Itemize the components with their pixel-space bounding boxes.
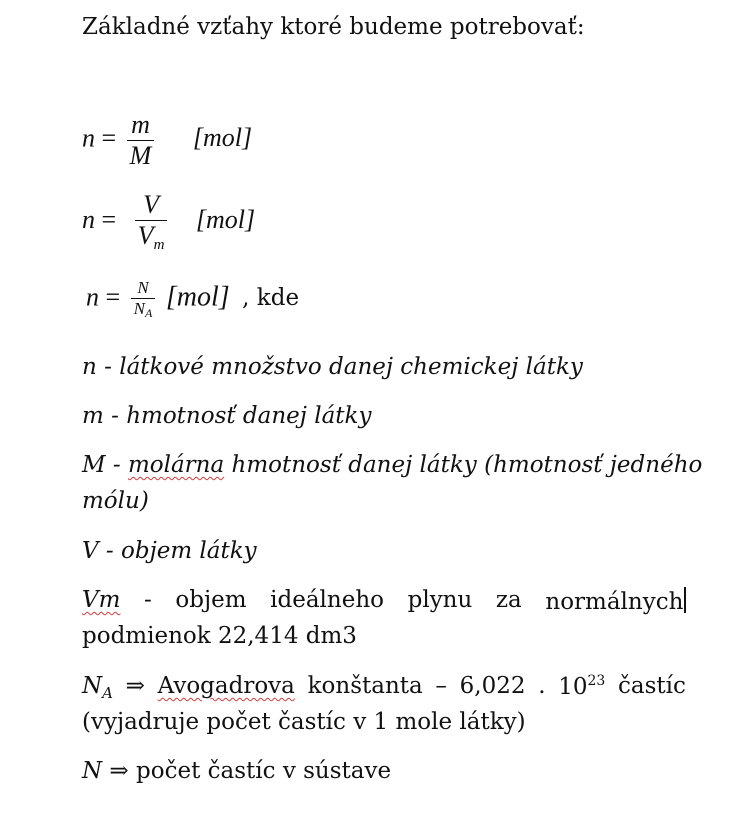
spellcheck-word-vm: Vm bbox=[82, 587, 121, 613]
definition-M-line2: mólu) bbox=[82, 488, 149, 514]
vm-word-3: ideálneho bbox=[270, 587, 384, 613]
eq1-unit: [mol] bbox=[192, 123, 253, 153]
text-cursor[interactable] bbox=[684, 587, 686, 613]
equation-n-N-over-NA bbox=[86, 278, 299, 321]
definition-NA-line2: (vyjadruje počet častíc v 1 mole látky) bbox=[82, 709, 526, 735]
na-arrow: ⇒ bbox=[125, 673, 145, 699]
definition-Vm-line2: podmienok 22,414 dm3 bbox=[82, 623, 357, 649]
definition-m: m - hmotnosť danej látky bbox=[82, 403, 372, 429]
eq3-denominator-sub: A bbox=[145, 306, 153, 320]
eq2-denominator bbox=[135, 220, 168, 254]
eq3-unit: [mol] bbox=[165, 281, 230, 313]
eq1-lhs: n bbox=[82, 123, 95, 153]
na-power bbox=[558, 673, 605, 702]
na-symbol-sub: A bbox=[102, 684, 113, 702]
definition-N bbox=[82, 758, 391, 784]
eq2-unit: [mol] bbox=[195, 204, 256, 234]
n-rest: ⇒ počet častíc v sústave bbox=[102, 758, 392, 784]
na-dash: – bbox=[435, 673, 447, 699]
heading: Základné vzťahy ktoré budeme potrebovať: bbox=[82, 14, 585, 40]
eq3-equals: = bbox=[105, 282, 121, 312]
definition-M-prefix: M - bbox=[82, 452, 128, 478]
na-power-base: 10 bbox=[558, 674, 588, 700]
na-dot: . bbox=[538, 673, 546, 699]
eq1-fraction bbox=[127, 110, 155, 171]
na-power-exp: 23 bbox=[587, 673, 606, 689]
spellcheck-word-molarna: molárna bbox=[127, 452, 225, 478]
vm-word-6-text: normálnych bbox=[545, 589, 684, 615]
na-symbol bbox=[82, 673, 113, 702]
equation-n-V-over-Vm bbox=[82, 190, 255, 254]
eq2-denominator-base: V bbox=[137, 221, 154, 250]
na-symbol-base: N bbox=[82, 673, 103, 699]
eq3-numerator: N bbox=[137, 278, 149, 297]
eq1-numerator: m bbox=[131, 110, 150, 139]
eq2-equals: = bbox=[101, 204, 117, 234]
vm-word-4: plynu bbox=[407, 587, 473, 613]
eq3-denominator bbox=[131, 298, 156, 321]
vm-word-2: objem bbox=[175, 587, 247, 613]
eq3-lhs: n bbox=[86, 282, 99, 312]
na-word-konstanta: konštanta bbox=[307, 673, 423, 699]
eq2-lhs: n bbox=[82, 204, 95, 234]
eq2-fraction bbox=[135, 190, 168, 254]
eq3-tail: , kde bbox=[242, 285, 300, 312]
eq3-denominator-base: N bbox=[133, 299, 146, 318]
vm-word-1: - bbox=[144, 587, 152, 613]
na-value: 6,022 bbox=[459, 673, 526, 699]
eq3-fraction bbox=[131, 278, 156, 321]
definition-V: V - objem látky bbox=[82, 538, 257, 564]
na-word-castic: častíc bbox=[618, 673, 686, 699]
eq2-denominator-sub: m bbox=[153, 237, 165, 253]
vm-word-5: za bbox=[495, 587, 522, 613]
spellcheck-word-avogadrova: Avogadrova bbox=[157, 673, 295, 699]
eq1-equals: = bbox=[101, 123, 117, 153]
definition-Vm-line1 bbox=[82, 587, 686, 615]
vm-word-6 bbox=[545, 587, 686, 615]
definition-n: n - látkové množstvo danej chemickej látky bbox=[82, 354, 583, 380]
eq1-denominator: M bbox=[127, 140, 155, 171]
equation-n-m-over-M bbox=[82, 110, 252, 171]
eq2-numerator: V bbox=[143, 190, 159, 219]
n-symbol: N bbox=[82, 758, 103, 784]
definition-M-line1 bbox=[82, 452, 702, 478]
definition-NA-line1 bbox=[82, 673, 686, 702]
definition-M-rest: hmotnosť danej látky (hmotnosť jedného bbox=[224, 452, 703, 478]
